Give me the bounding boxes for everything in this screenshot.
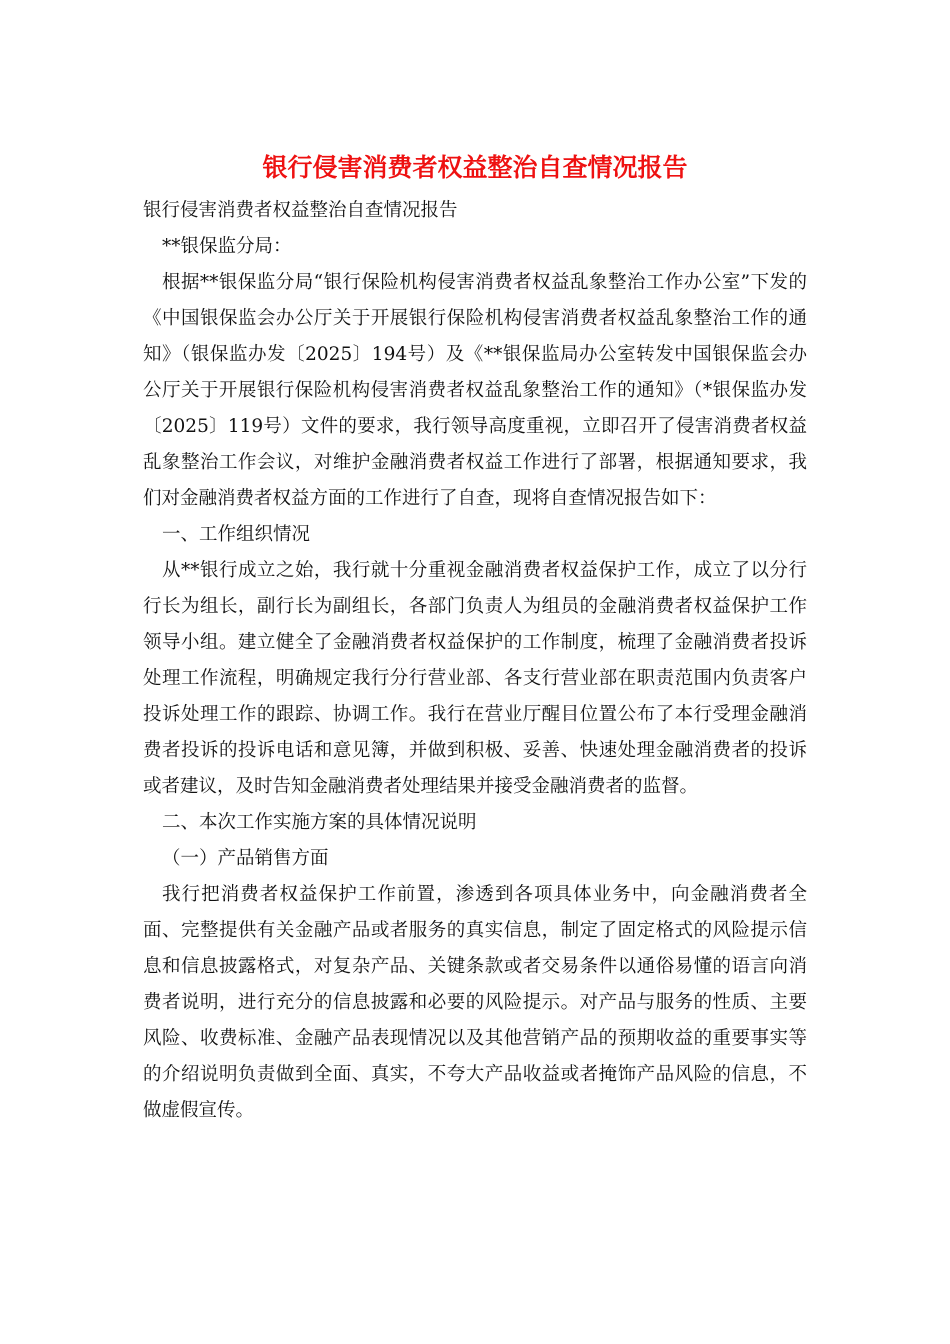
paragraph-intro: 根据**银保监分局“银行保险机构侵害消费者权益乱象整治工作办公室”下发的《中国银保监会办公厅关于开展银行保险机构侵害消费者权益乱象整治工作的通知》（银保监办发〔2025〕194号）及《**银保监局办公室转发中国银保监会办公厅关于开展银行保险机构侵害消费者权益乱象整治工作的通知》（*银保监办发〔2025〕119号）文件的要求，我行领导高度重视，立即召开了侵害消费者权益乱象整治工作会议，对维护金融消费者权益工作进行了部署，根据通知要求，我们对金融消费者权益方面的工作进行了自查，现将自查情况报告如下： <box>143 272 807 509</box>
document-body <box>143 193 807 1129</box>
subtitle-line: 银行侵害消费者权益整治自查情况报告 <box>143 200 458 221</box>
section-heading-2: 二、本次工作实施方案的具体情况说明 <box>162 812 477 833</box>
paragraph-organization: 从**银行成立之始，我行就十分重视金融消费者权益保护工作，成立了以分行行长为组长，副行长为副组长，各部门负责人为组员的金融消费者权益保护工作领导小组。建立健全了金融消费者权益保护的工作制度，梳理了金融消费者投诉处理工作流程，明确规定我行分行营业部、各支行营业部在职责范围内负责客户投诉处理工作的跟踪、协调工作。我行在营业厅醒目位置公布了本行受理金融消费者投诉的投诉电话和意见簿，并做到积极、妥善、快速处理金融消费者的投诉或者建议，及时告知金融消费者处理结果并接受金融消费者的监督。 <box>143 560 807 797</box>
paragraph-product-sales: 我行把消费者权益保护工作前置，渗透到各项具体业务中，向金融消费者全面、完整提供有关金融产品或者服务的真实信息，制定了固定格式的风险提示信息和信息披露格式，对复杂产品、关键条款或者交易条件以通俗易懂的语言向消费者说明，进行充分的信息披露和必要的风险提示。对产品与服务的性质、主要风险、收费标准、金融产品表现情况以及其他营销产品的预期收益的重要事实等的介绍说明负责做到全面、真实，不夸大产品收益或者掩饰产品风险的信息，不做虚假宣传。 <box>143 884 807 1121</box>
document-title: 银行侵害消费者权益整治自查情况报告 <box>262 153 688 182</box>
subsection-heading-1: （一）产品销售方面 <box>162 848 329 869</box>
salutation: **银保监分局： <box>162 236 292 257</box>
section-heading-1: 一、工作组织情况 <box>162 524 311 545</box>
